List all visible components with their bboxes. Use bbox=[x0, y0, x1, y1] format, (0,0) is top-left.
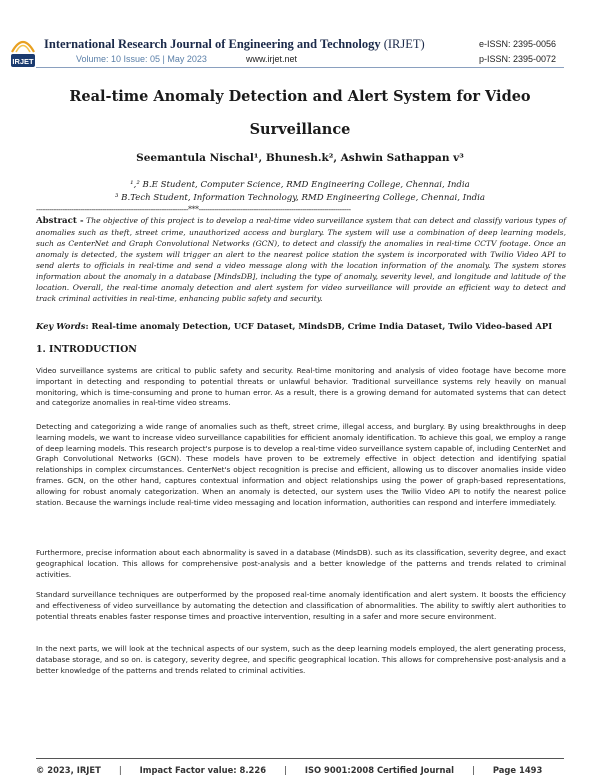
footer-divider: | bbox=[118, 765, 122, 775]
keywords-label: Key Words bbox=[36, 321, 86, 331]
p-issn: p-ISSN: 2395-0072 bbox=[478, 54, 556, 64]
journal-website-link[interactable]: www.irjet.net bbox=[246, 54, 298, 64]
logo-text: IRJET bbox=[12, 57, 34, 66]
abstract-label: Abstract - bbox=[36, 216, 84, 226]
footer-copyright: © 2023, IRJET bbox=[36, 765, 101, 775]
header-rule bbox=[36, 67, 564, 68]
footer-divider: | bbox=[472, 765, 475, 775]
volume-issue: Volume: 10 Issue: 05 | May 2023 bbox=[76, 54, 207, 64]
footer-divider: | bbox=[284, 765, 287, 775]
footer-rule bbox=[36, 758, 564, 759]
footer-iso: ISO 9001:2008 Certified Journal bbox=[304, 765, 455, 775]
journal-title bbox=[44, 37, 425, 52]
footer-page-number: Page 1493 bbox=[492, 765, 543, 775]
paper-title-line2: Surveillance bbox=[249, 121, 351, 138]
intro-paragraph-4: Standard surveillance techniques are outperformed by the proposed real-time anomaly identification and alert system. It boosts the efficiency and effectiveness of video surveillance by automating the detection and classification of abnormalities. The ability to swiftly alert authorities to potential threats enables faster response times and proactive intervention, resulting in a safer and more secure environment. bbox=[36, 590, 566, 621]
affiliation-1: ¹,² B.E Student, Computer Science, RMD Engineering College, Chennai, India bbox=[130, 180, 470, 190]
journal-abbr: (IRJET) bbox=[383, 37, 425, 51]
intro-paragraph-2: Detecting and categorizing a wide range of anomalies such as theft, street crime, illegal access, and burglary. By using breakthroughs in deep learning models, we want to increase video surveillance capabilities for efficient anomaly identification. To achieve this goal, we employ a range of deep learning models. This research project's purpose is to develop a real-time video surveillance system capable of, including CenterNet and Graph Convolutional Networks (GCN). These models have proven to be extremely effective in object detection and identifying spatial relationships in complex circumstances. CenterNet's object recognition is precise and efficient, allowing us to discover anomalies inside video frames. GCN, on the other hand, captures contextual information and object relationships using the power of graph-based representations, allowing for robust anomaly categorization. When an anomaly is detected, our system uses the Twilio Video API to notify the nearest police station. Because the warnings include real-time video messaging and location information, authorities can respond and interfere immediately. bbox=[36, 422, 566, 507]
journal-name: International Research Journal of Engineering and Technology bbox=[44, 37, 381, 51]
journal-header bbox=[0, 0, 600, 72]
keywords-text: : Real-time anomaly Detection, UCF Dataset, MindsDB, Crime India Dataset, Twilo Video-based API bbox=[85, 321, 553, 331]
keywords bbox=[36, 321, 566, 331]
author-list: Seemantula Nischal¹, Bhunesh.k², Ashwin Sathappan v³ bbox=[136, 152, 464, 164]
section-separator: ---------------------------------------------------------------------***--------------------------------------------------------------------- bbox=[36, 205, 351, 214]
section-heading-introduction: 1. INTRODUCTION bbox=[36, 344, 137, 355]
intro-paragraph-5: In the next parts, we will look at the technical aspects of our system, such as the deep learning models employed, the alert generating process, database storage, and so on. is category, severity degree, and specific geographical location. This allows for comprehensive post-analysis and a better knowledge of the patterns and trends related to criminal activities. bbox=[36, 644, 566, 675]
abstract bbox=[36, 215, 566, 304]
e-issn: e-ISSN: 2395-0056 bbox=[478, 39, 556, 49]
affiliation-2: ³ B.Tech Student, Information Technology, RMD Engineering College, Chennai, India bbox=[114, 193, 486, 203]
abstract-text: The objective of this project is to develop a real-time video surveillance system that can detect and classify various types of anomalies such as theft, street crime, unauthorized access and burglary. The system will use a combination of deep learning models, such as CenterNet and Graph Convolutional Networks (GCN), to detect and classify the anomalies in real-time CCTV footage. Once an anomaly is detected, the system will trigger an alert to the nearest police station the system is incorporated with Twilio Video API to send alerts to officials in real-time and send a video message along with the location information of the anomaly. The system stores information about the anomaly in a database [MindsDB], including the type of anomaly, severity level, and longitude and latitude of the location. Overall, the real-time anomaly detection and alert system for video surveillance will provide an efficient way to detect and track criminal activities in real-time, enhancing public safety and security. bbox=[36, 216, 566, 304]
footer-impact-factor: Impact Factor value: 8.226 bbox=[139, 765, 267, 775]
irjet-logo-icon bbox=[8, 30, 38, 70]
page-footer bbox=[36, 765, 542, 775]
paper-title-line1: Real-time Anomaly Detection and Alert System for Video bbox=[69, 88, 531, 105]
intro-paragraph-3: Furthermore, precise information about each abnormality is saved in a database (MindsDB). such as its classification, severity degree, and exact geographical location. This allows for comprehensive post-analysis and a better knowledge of the patterns and trends related to criminal activities. bbox=[36, 548, 566, 579]
intro-paragraph-1: Video surveillance systems are critical to public safety and security. Real-time monitoring and analysis of video footage have become more important in detecting and responding to potential threats or unlawful behavior. Traditional surveillance systems rely heavily on manual monitoring, which is time-consuming and prone to human error. As a result, there is a growing demand for automated systems that can detect and categorize anomalies in real-time video streams. bbox=[36, 366, 566, 408]
